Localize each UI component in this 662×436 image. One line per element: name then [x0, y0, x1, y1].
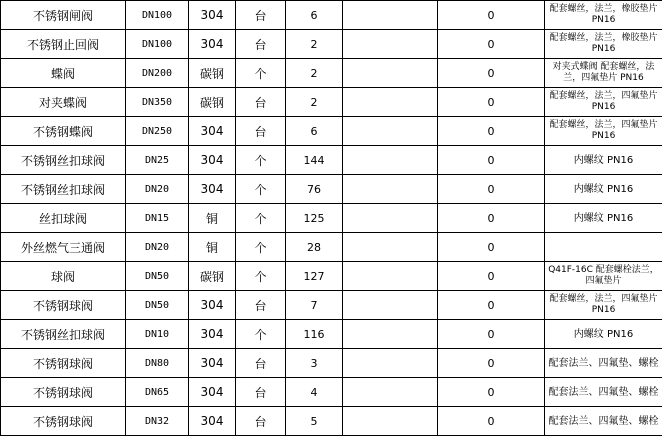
total-cell: 0 [438, 407, 545, 436]
total-cell: 0 [438, 59, 545, 88]
note-cell: 内螺纹 PN16 [545, 204, 662, 233]
unit-cell: 个 [236, 59, 286, 88]
total-cell: 0 [438, 88, 545, 117]
total-cell: 0 [438, 378, 545, 407]
quantity-cell: 76 [286, 175, 343, 204]
unit-price-cell [343, 30, 438, 59]
quantity-cell: 2 [286, 59, 343, 88]
unit-cell: 个 [236, 175, 286, 204]
item-name-cell: 不锈钢丝扣球阀 [1, 175, 126, 204]
material-cell: 铜 [189, 204, 236, 233]
item-name-cell: 丝扣球阀 [1, 204, 126, 233]
note-cell: 配套螺丝，法兰，四氟垫片 PN16 [545, 291, 662, 320]
spec-cell: DN50 [126, 262, 189, 291]
total-cell: 0 [438, 233, 545, 262]
item-name-cell: 蝶阀 [1, 59, 126, 88]
table-row [1, 30, 662, 59]
note-cell [545, 233, 662, 262]
unit-cell: 台 [236, 349, 286, 378]
material-cell: 304 [189, 30, 236, 59]
note-cell: 配套法兰、四氟垫、螺栓 [545, 407, 662, 436]
spec-cell: DN100 [126, 1, 189, 30]
item-name-cell: 不锈钢球阀 [1, 349, 126, 378]
table-row [1, 146, 662, 175]
unit-price-cell [343, 378, 438, 407]
spec-cell: DN32 [126, 407, 189, 436]
spec-cell: DN80 [126, 349, 189, 378]
table-row [1, 59, 662, 88]
quantity-cell: 6 [286, 117, 343, 146]
unit-price-cell [343, 407, 438, 436]
table-row [1, 204, 662, 233]
unit-cell: 台 [236, 88, 286, 117]
total-cell: 0 [438, 204, 545, 233]
spec-cell: DN10 [126, 320, 189, 349]
item-name-cell: 不锈钢丝扣球阀 [1, 146, 126, 175]
unit-cell: 个 [236, 262, 286, 291]
item-name-cell: 不锈钢球阀 [1, 291, 126, 320]
unit-cell: 台 [236, 1, 286, 30]
table-body [1, 1, 662, 436]
spec-cell: DN25 [126, 146, 189, 175]
material-cell: 304 [189, 349, 236, 378]
material-cell: 304 [189, 117, 236, 146]
unit-price-cell [343, 262, 438, 291]
item-name-cell: 球阀 [1, 262, 126, 291]
quantity-cell: 127 [286, 262, 343, 291]
unit-price-cell [343, 320, 438, 349]
item-name-cell: 不锈钢球阀 [1, 378, 126, 407]
quantity-cell: 6 [286, 1, 343, 30]
total-cell: 0 [438, 146, 545, 175]
unit-price-cell [343, 146, 438, 175]
note-cell: 配套螺丝，法兰，橡胶垫片 PN16 [545, 30, 662, 59]
note-cell: 内螺纹 PN16 [545, 320, 662, 349]
spec-cell: DN350 [126, 88, 189, 117]
spec-cell: DN50 [126, 291, 189, 320]
note-cell: 配套法兰、四氟垫、螺栓 [545, 349, 662, 378]
material-cell: 304 [189, 320, 236, 349]
total-cell: 0 [438, 262, 545, 291]
total-cell: 0 [438, 349, 545, 378]
unit-price-cell [343, 175, 438, 204]
quantity-cell: 144 [286, 146, 343, 175]
spec-cell: DN65 [126, 378, 189, 407]
unit-cell: 台 [236, 407, 286, 436]
material-cell: 铜 [189, 233, 236, 262]
unit-cell: 台 [236, 117, 286, 146]
item-name-cell: 不锈钢丝扣球阀 [1, 320, 126, 349]
item-name-cell: 不锈钢闸阀 [1, 1, 126, 30]
total-cell: 0 [438, 117, 545, 146]
table-row [1, 88, 662, 117]
note-cell: 内螺纹 PN16 [545, 175, 662, 204]
note-cell: 内螺纹 PN16 [545, 146, 662, 175]
note-cell: 配套螺丝，法兰，橡胶垫片 PN16 [545, 1, 662, 30]
table-row [1, 407, 662, 436]
spec-cell: DN20 [126, 233, 189, 262]
note-cell: 对夹式蝶阀 配套螺丝，法兰，四氟垫片 PN16 [545, 59, 662, 88]
unit-price-cell [343, 1, 438, 30]
table-row [1, 320, 662, 349]
unit-cell: 台 [236, 30, 286, 59]
item-name-cell: 不锈钢球阀 [1, 407, 126, 436]
quantity-cell: 3 [286, 349, 343, 378]
material-cell: 304 [189, 378, 236, 407]
quantity-cell: 5 [286, 407, 343, 436]
unit-cell: 个 [236, 233, 286, 262]
material-cell: 304 [189, 175, 236, 204]
table-row [1, 1, 662, 30]
spec-cell: DN250 [126, 117, 189, 146]
unit-price-cell [343, 233, 438, 262]
table-row [1, 175, 662, 204]
quantity-cell: 28 [286, 233, 343, 262]
material-cell: 碳钢 [189, 262, 236, 291]
unit-price-cell [343, 117, 438, 146]
spec-cell: DN100 [126, 30, 189, 59]
table-row [1, 262, 662, 291]
unit-cell: 台 [236, 378, 286, 407]
total-cell: 0 [438, 30, 545, 59]
spec-cell: DN200 [126, 59, 189, 88]
quantity-cell: 125 [286, 204, 343, 233]
material-cell: 304 [189, 291, 236, 320]
quantity-cell: 2 [286, 30, 343, 59]
item-name-cell: 不锈钢止回阀 [1, 30, 126, 59]
note-cell: 配套螺丝，法兰，四氟垫片 PN16 [545, 117, 662, 146]
table-row [1, 378, 662, 407]
unit-price-cell [343, 291, 438, 320]
unit-cell: 个 [236, 320, 286, 349]
spec-cell: DN20 [126, 175, 189, 204]
note-cell: Q41F-16C 配套螺栓法兰，四氟垫片 [545, 262, 662, 291]
material-cell: 碳钢 [189, 59, 236, 88]
unit-price-cell [343, 204, 438, 233]
quantity-cell: 2 [286, 88, 343, 117]
table-row [1, 117, 662, 146]
total-cell: 0 [438, 1, 545, 30]
unit-price-cell [343, 59, 438, 88]
unit-cell: 台 [236, 291, 286, 320]
total-cell: 0 [438, 320, 545, 349]
unit-price-cell [343, 88, 438, 117]
unit-cell: 个 [236, 204, 286, 233]
table-row [1, 233, 662, 262]
spec-cell: DN15 [126, 204, 189, 233]
quantity-cell: 7 [286, 291, 343, 320]
material-cell: 304 [189, 1, 236, 30]
total-cell: 0 [438, 175, 545, 204]
quantity-cell: 4 [286, 378, 343, 407]
note-cell: 配套法兰、四氟垫、螺栓 [545, 378, 662, 407]
item-name-cell: 对夹蝶阀 [1, 88, 126, 117]
material-cell: 304 [189, 407, 236, 436]
unit-cell: 个 [236, 146, 286, 175]
item-name-cell: 不锈钢蝶阀 [1, 117, 126, 146]
note-cell: 配套螺丝，法兰，四氟垫片 PN16 [545, 88, 662, 117]
table-row [1, 349, 662, 378]
material-cell: 碳钢 [189, 88, 236, 117]
item-name-cell: 外丝燃气三通阀 [1, 233, 126, 262]
total-cell: 0 [438, 291, 545, 320]
unit-price-cell [343, 349, 438, 378]
table-row [1, 291, 662, 320]
quantity-cell: 116 [286, 320, 343, 349]
material-cell: 304 [189, 146, 236, 175]
